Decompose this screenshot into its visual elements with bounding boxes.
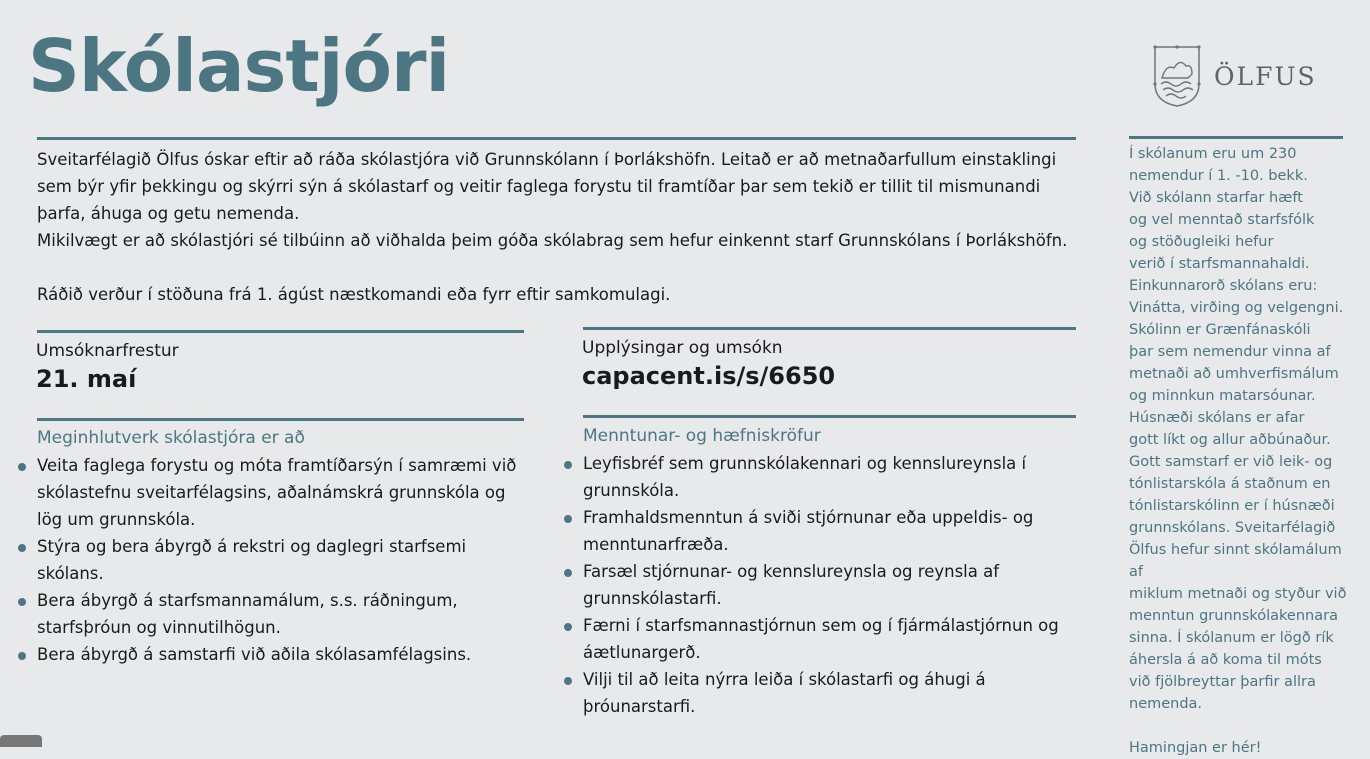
deadline-value: 21. maí [36, 365, 137, 393]
list-item: Bera ábyrgð á samstarfi við aðila skólasamfélagsins. [37, 641, 527, 668]
bullet-icon [18, 544, 26, 552]
sidebar-text: Í skólanum eru um 230 nemendur í 1. -10. bekk. Við skólann starfar hæft og vel menntað starfsfólk og stöðugleiki hefur verið í starfsmannahaldi. Einkunnarorð skólans eru: Vinátta, virðing og velgengni. Skólinn er Grænfánaskóli þar sem nemendur vinna af metnaði að umhverfismálum og minnkun matarsóunar. Húsnæði skólans er afar gott líkt og allur aðbúnaður. Gott samstarf er við leik- og tónlistarskóla á staðnum en tónlistarskólinn er í húsnæði grunnskólans. Sveitarfélagið Ölfus hefur sinnt skólamálum af miklum metnaði og styður við menntun grunnskólakennara sinna. Í skólanum er lögð rík áhersla á að koma til móts við fjölbreyttar þarfir allra nemenda. [1129, 146, 1347, 712]
olfus-crest-icon [1152, 44, 1202, 108]
requirements-section [583, 426, 1063, 720]
list-item: Farsæl stjórnunar- og kennslureynsla og reynsla af grunnskólastarfi. [583, 558, 1063, 612]
deadline-label: Umsóknarfrestur [36, 341, 179, 361]
requirements-divider [583, 415, 1076, 418]
deadline-block [36, 341, 179, 393]
duties-divider [37, 418, 524, 421]
duties-title: Meginhlutverk skólastjóra er að [37, 428, 305, 448]
bullet-icon [18, 652, 26, 660]
list-item: Vilji til að leita nýrra leiða í skólastarfi og áhugi á þróunarstarfi. [583, 666, 1063, 720]
page-title: Skólastjóri [28, 24, 450, 108]
list-item: Færni í starfsmannastjórnun sem og í fjármálastjórnun og áætlunargerð. [583, 612, 1063, 666]
bullet-icon [564, 569, 572, 577]
bullet-icon [564, 623, 572, 631]
bullet-icon [18, 463, 26, 471]
requirements-list [583, 450, 1063, 720]
intro-divider [37, 137, 1076, 140]
list-item: Leyfisbréf sem grunnskólakennari og kennslureynsla í grunnskóla. [583, 450, 1063, 504]
duties-section [37, 428, 527, 668]
bullet-icon [18, 598, 26, 606]
application-divider [583, 327, 1076, 330]
sidebar-motto: Hamingjan er hér! [1129, 740, 1262, 756]
application-label: Upplýsingar og umsókn [582, 338, 783, 358]
list-item: Veita faglega forystu og móta framtíðarsýn í samræmi við skólastefnu sveitarfélagsins, aðalnámskrá grunnskóla og lög um grunnskóla. [37, 452, 527, 533]
sidebar-divider [1129, 136, 1343, 139]
duties-list [37, 452, 527, 668]
list-item: Framhaldsmenntun á sviði stjórnunar eða uppeldis- og menntunarfræða. [583, 504, 1063, 558]
corner-tab [0, 735, 42, 747]
sidebar [1129, 143, 1359, 759]
logo-text: ÖLFUS [1214, 61, 1317, 91]
bullet-icon [564, 461, 572, 469]
olfus-logo [1152, 44, 1317, 108]
intro-text [37, 146, 1087, 308]
application-block [582, 338, 835, 390]
deadline-divider [37, 330, 524, 333]
list-item: Bera ábyrgð á starfsmannamálum, s.s. ráðningum, starfsþróun og vinnutilhögun. [37, 587, 527, 641]
intro-paragraph: Mikilvægt er að skólastjóri sé tilbúinn að viðhalda þeim góða skólabrag sem hefur einkennt starf Grunnskólans í Þorlákshöfn. [37, 231, 1068, 250]
intro-paragraph: Sveitarfélagið Ölfus óskar eftir að ráða skólastjóra við Grunnskólann í Þorlákshöfn. Leitað er að metnaðarfullum einstaklingi sem býr yfir þekkingu og skýrri sýn á skólastarf og veitir faglega forystu til framtíðar þar sem tekið er tillit til mismunandi þarfa, áhuga og getu nemenda. [37, 150, 1057, 223]
bullet-icon [564, 677, 572, 685]
bullet-icon [564, 515, 572, 523]
list-item: Stýra og bera ábyrgð á rekstri og daglegri starfsemi skólans. [37, 533, 527, 587]
intro-paragraph: Ráðið verður í stöðuna frá 1. ágúst næstkomandi eða fyrr eftir samkomulagi. [37, 285, 671, 304]
application-link[interactable]: capacent.is/s/6650 [582, 362, 836, 390]
requirements-title: Menntunar- og hæfniskröfur [583, 426, 821, 446]
